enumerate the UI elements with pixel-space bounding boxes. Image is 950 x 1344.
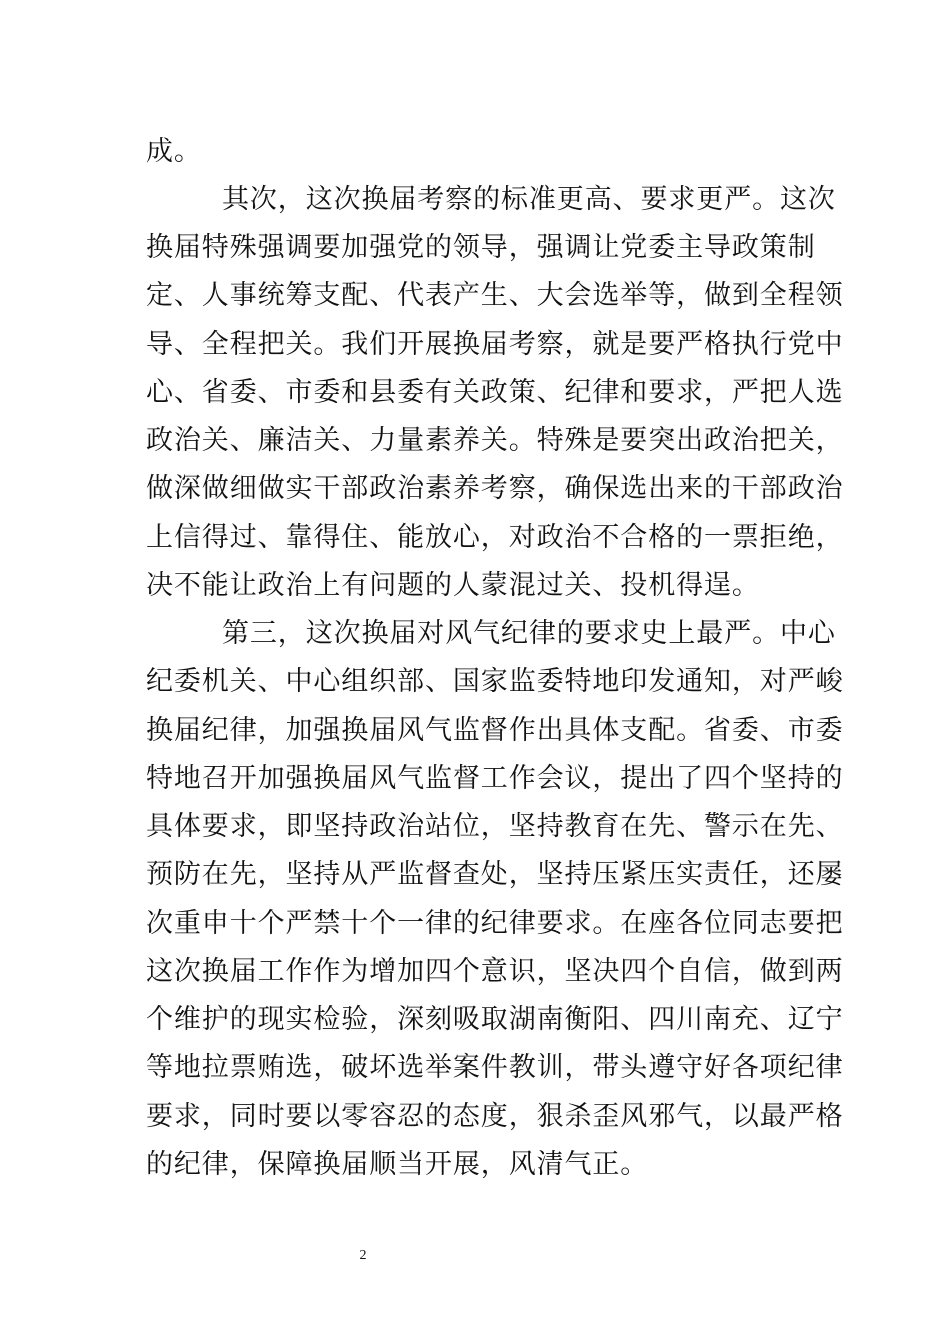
text-line: 决不能让政治上有问题的人蒙混过关、投机得逞。 [146, 570, 760, 601]
text-line: 定、人事统筹支配、代表产生、大会选举等，做到全程领 [146, 280, 844, 311]
text-line: 个维护的现实检验，深刻吸取湖南衡阳、四川南充、辽宁 [146, 1004, 844, 1035]
text-line: 换届纪律，加强换届风气监督作出具体支配。省委、市委 [146, 715, 844, 746]
text-line: 这次换届工作作为增加四个意识，坚决四个自信，做到两 [146, 956, 844, 987]
text-line: 等地拉票贿选，破坏选举案件教训，带头遵守好各项纪律 [146, 1052, 844, 1083]
text-line: 换届特殊强调要加强党的领导，强调让党委主导政策制 [146, 232, 816, 263]
paragraph-first-line: 其次，这次换届考察的标准更高、要求更严。这次 [222, 184, 836, 215]
page-number: 2 [359, 1248, 367, 1263]
text-line: 次重申十个严禁十个一律的纪律要求。在座各位同志要把 [146, 908, 844, 939]
text-line: 导、全程把关。我们开展换届考察，就是要严格执行党中 [146, 329, 844, 360]
text-line: 的纪律，保障换届顺当开展，风清气正。 [146, 1149, 649, 1180]
text-line: 做深做细做实干部政治素养考察，确保选出来的干部政治 [146, 473, 844, 504]
text-line: 纪委机关、中心组织部、国家监委特地印发通知，对严峻 [146, 666, 844, 697]
text-line: 政治关、廉洁关、力量素养关。特殊是要突出政治把关， [146, 425, 844, 456]
text-line: 预防在先，坚持从严监督查处，坚持压紧压实责任，还屡 [146, 859, 844, 890]
text-line: 上信得过、靠得住、能放心，对政治不合格的一票拒绝， [146, 522, 844, 553]
text-line: 心、省委、市委和县委有关政策、纪律和要求，严把人选 [146, 377, 844, 408]
text-line: 要求，同时要以零容忍的态度，狠杀歪风邪气，以最严格 [146, 1101, 844, 1132]
text-line: 特地召开加强换届风气监督工作会议，提出了四个坚持的 [146, 763, 844, 794]
paragraph-first-line: 第三，这次换届对风气纪律的要求史上最严。中心 [222, 618, 836, 649]
text-line: 成。 [146, 136, 202, 167]
text-line: 具体要求，即坚持政治站位，坚持教育在先、警示在先、 [146, 811, 844, 842]
